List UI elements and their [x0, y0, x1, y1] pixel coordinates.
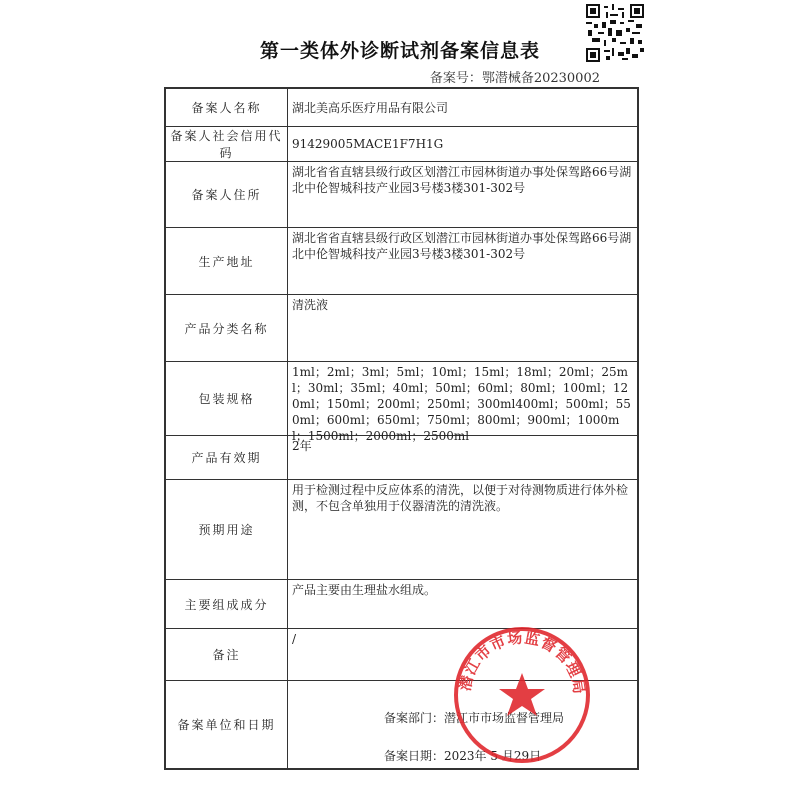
field-label: 产品分类名称	[166, 295, 288, 362]
table-row	[166, 228, 638, 295]
record-number-value: 鄂潜械备20230002	[481, 71, 600, 86]
field-label: 备案单位和日期	[166, 681, 288, 769]
official-seal	[452, 625, 592, 765]
field-value: 用于检测过程中反应体系的清洗，以便于对待测物质进行体外检测，不包含单独用于仪器清洗的清洗液。	[288, 480, 638, 580]
table-row	[166, 480, 638, 580]
field-value: 湖北省省直辖县级行政区划潜江市园林街道办事处保驾路66号湖北中伦智城科技产业园3号楼3楼301-302号	[288, 228, 638, 295]
field-label: 产品有效期	[166, 436, 288, 480]
qr-code-icon	[586, 4, 644, 62]
field-label: 备案人住所	[166, 162, 288, 228]
field-label: 备案人社会信用代码	[166, 127, 288, 162]
table-row	[166, 580, 638, 629]
field-value: 2年	[288, 436, 638, 480]
star-icon	[499, 673, 545, 716]
record-dept-label: 备案部门：	[384, 711, 445, 725]
record-date-label: 备案日期：	[384, 749, 445, 763]
table-row	[166, 89, 638, 127]
table-row	[166, 162, 638, 228]
record-date-value: 2023年 5 月29日	[444, 749, 542, 763]
field-value: 清洗液	[288, 295, 638, 362]
field-value: /	[288, 629, 638, 681]
table-row	[166, 362, 638, 436]
seal-text: 潜江市市场监督管理局	[455, 628, 589, 696]
page-title: 第一类体外诊断试剂备案信息表	[259, 40, 540, 62]
field-value: 产品主要由生理盐水组成。	[288, 580, 638, 629]
table-row	[166, 295, 638, 362]
field-value: 1ml；2ml；3ml；5ml；10ml；15ml；18ml；20ml；25ml；30ml；35ml；40ml；50ml；60ml；80ml；100ml；120ml；150ml；200ml；250ml；300ml400ml；500ml；550ml；600ml；650ml；750ml；800ml；900ml；1000ml；1500ml；2000ml；2500ml	[292, 365, 631, 443]
field-label: 包装规格	[166, 362, 288, 436]
field-label: 预期用途	[166, 480, 288, 580]
field-value: 91429005MACE1F7H1G	[288, 127, 638, 162]
record-dept-value: 潜江市市场监督管理局	[444, 711, 565, 725]
field-value: 湖北省省直辖县级行政区划潜江市园林街道办事处保驾路66号湖北中伦智城科技产业园3号楼3楼301-302号	[288, 162, 638, 228]
table-row	[166, 127, 638, 162]
field-value: 湖北美高乐医疗用品有限公司	[288, 89, 638, 127]
field-label: 生产地址	[166, 228, 288, 295]
record-number	[430, 67, 600, 86]
record-number-label: 备案号：	[429, 71, 482, 86]
field-label: 主要组成成分	[166, 580, 288, 629]
field-label: 备案人名称	[166, 89, 288, 127]
field-label: 备注	[166, 629, 288, 681]
